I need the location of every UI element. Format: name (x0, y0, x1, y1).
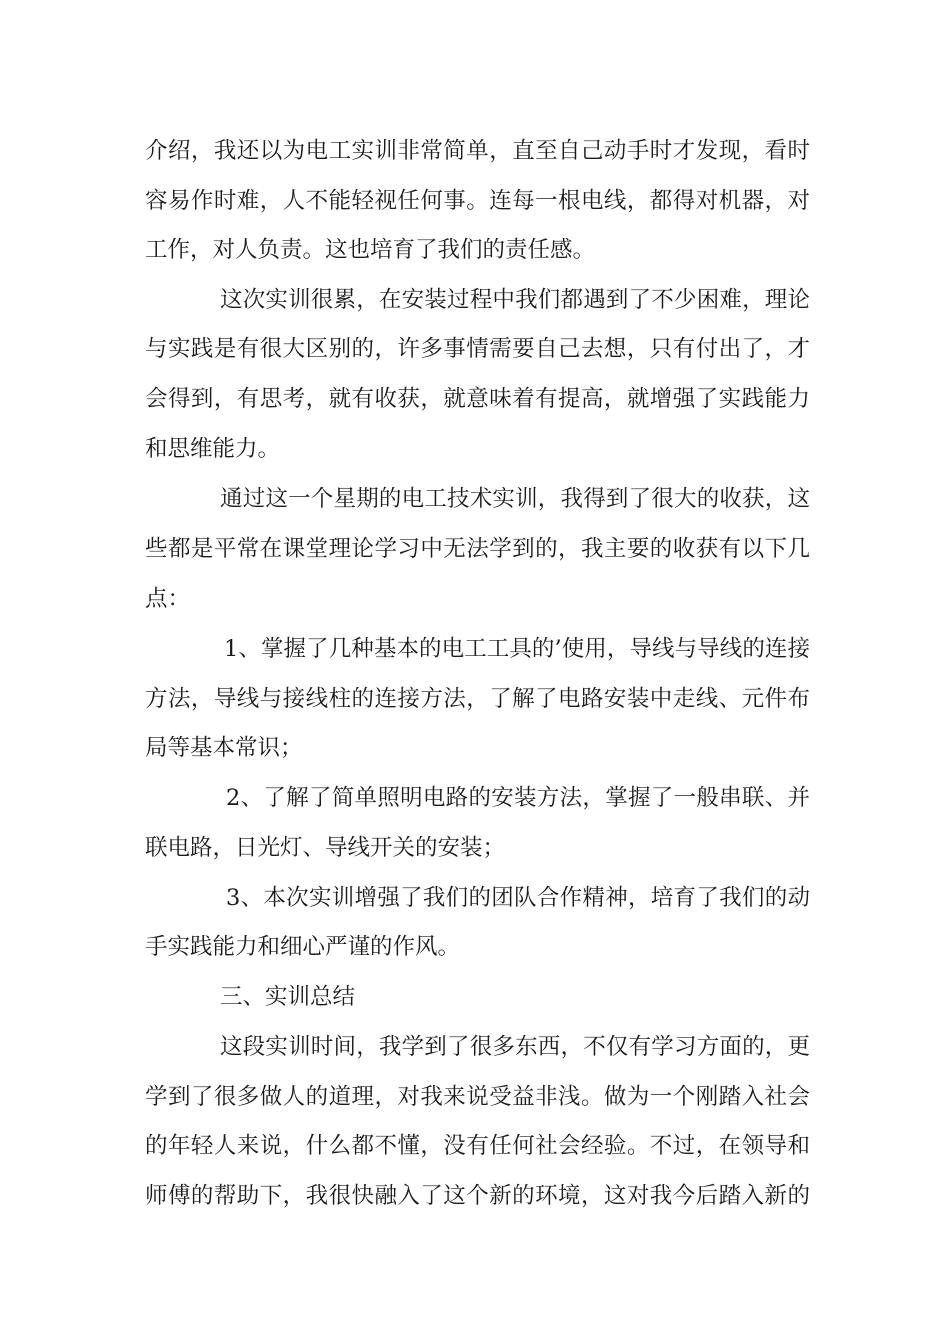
text-line: 点： (145, 586, 191, 612)
text-line: 的年轻人来说，什么都不懂，没有任何社会经验。不过，在领导和 (145, 1133, 810, 1159)
text-line: 些都是平常在课堂理论学习中无法学到的，我主要的收获有以下几 (145, 536, 810, 562)
list-item-2: 2、了解了简单照明电路的安装方法，掌握了一般串联、并 (226, 785, 810, 811)
text-line: 工作，对人负责。这也培育了我们的责任感。 (145, 237, 596, 263)
text-line: 学到了很多做人的道理，对我来说受益非浅。做为一个刚踏入社会 (145, 1084, 810, 1110)
paragraph-first-line: 这段实训时间，我学到了很多东西，不仅有学习方面的，更 (220, 1034, 810, 1060)
text-line: 与实践是有很大区别的，许多事情需要自己去想，只有付出了，才 (145, 336, 810, 362)
paragraph-first-line: 通过这一个星期的电工技术实训，我得到了很大的收获，这 (220, 486, 810, 512)
text-line: 介绍，我还以为电工实训非常简单，直至自己动手时才发现，看时 (145, 138, 810, 164)
list-item-3: 3、本次实训增强了我们的团队合作精神，培育了我们的动 (226, 885, 810, 911)
text-line: 手实践能力和细心严谨的作风。 (145, 934, 461, 960)
text-line: 和思维能力。 (145, 436, 281, 462)
text-line: 局等基本常识； (145, 735, 303, 761)
text-line: 联电路，日光灯、导线开关的安装； (145, 835, 506, 861)
list-item-1: 1、掌握了几种基本的电工工具的’使用，导线与导线的连接 (224, 636, 810, 662)
section-heading: 三、实训总结 (220, 984, 356, 1010)
text-line: 师傅的帮助下，我很快融入了这个新的环境，这对我今后踏入新的 (145, 1183, 810, 1209)
text-line: 方法，导线与接线柱的连接方法，了解了电路安装中走线、元件布 (145, 686, 810, 712)
text-line: 会得到，有思考，就有收获，就意味着有提高，就增强了实践能力 (145, 386, 810, 412)
paragraph-first-line: 这次实训很累，在安装过程中我们都遇到了不少困难，理论 (220, 287, 810, 313)
text-line: 容易作时难，人不能轻视任何事。连每一根电线，都得对机器，对 (145, 188, 810, 214)
